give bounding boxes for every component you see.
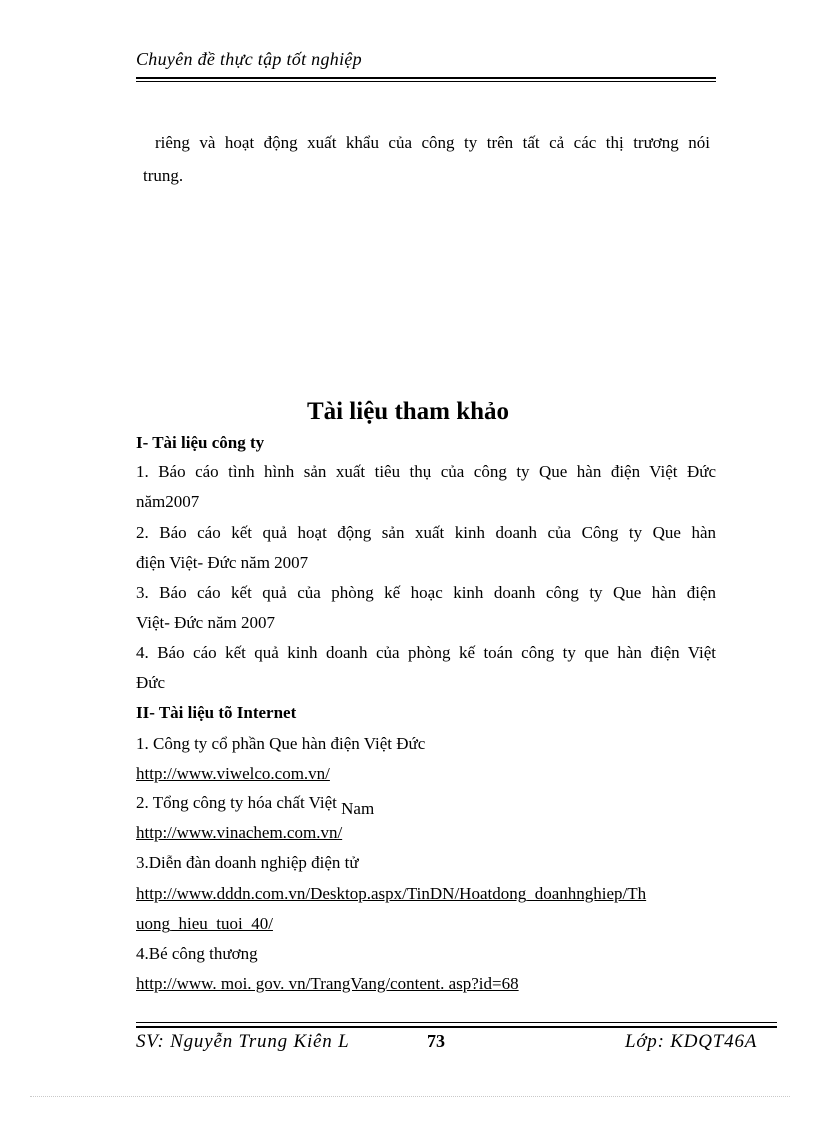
company-ref-3-line-2: Việt- Đức năm 2007 [136,613,275,632]
intro-line-2: trung. [143,166,184,185]
internet-ref-2-label-b: Nam [341,799,375,818]
page-bottom-dotted-line [30,1096,790,1097]
internet-ref-2-link[interactable]: http://www.vinachem.com.vn/ [136,823,343,842]
references-title: Tài liệu tham khảo [306,398,510,425]
internet-ref-2-label-a: 2. Tổng công ty hóa chất Việt [136,793,342,812]
company-ref-2-line-1: 2. Báo cáo kết quả hoạt động sản xuất kinh doanh của Công ty Que hàn [136,523,716,542]
company-ref-4-line-1: 4. Báo cáo kết quả kinh doanh của phòng kế toán công ty que hàn điện Việt [136,643,716,662]
footer-student: SV: Nguyễn Trung Kiên L [136,1031,350,1052]
footer-rule-thin [136,1022,777,1023]
company-ref-2-line-2: điện Việt- Đức năm 2007 [136,553,309,572]
intro-line-1: riêng và hoạt động xuất khẩu của công ty trên tất cả các thị trương nói [155,133,710,152]
footer-page-number: 73 [427,1031,445,1051]
section-heading-company: I- Tài liệu công ty [136,433,265,452]
internet-ref-3-link-line-1[interactable]: http://www.dddn.com.vn/Desktop.aspx/TinDN/Hoatdong_doanhnghiep/Th [136,884,647,903]
internet-ref-4-link[interactable]: http://www. moi. gov. vn/TrangVang/content. asp?id=68 [136,974,519,993]
header-title: Chuyên đề thực tập tốt nghiệp [136,49,362,69]
company-ref-4-line-2: Đức [136,673,166,692]
internet-ref-2-label [136,793,375,818]
footer-class: Lớp: KDQT46A [625,1031,758,1052]
internet-ref-1-link[interactable]: http://www.viwelco.com.vn/ [136,764,330,783]
internet-ref-3-link-line-2[interactable]: uong_hieu_tuoi_40/ [136,914,273,933]
company-ref-3-line-1: 3. Báo cáo kết quả của phòng kế hoạc kinh doanh công ty Que hàn điện [136,583,716,602]
company-ref-1-line-1: 1. Báo cáo tình hình sản xuất tiêu thụ của công ty Que hàn điện Việt Đức [136,462,716,481]
footer-rule-thick [136,1026,777,1028]
internet-ref-4-label: 4.Bé công thương [136,944,258,963]
header-rule-thin [136,81,716,82]
company-ref-1-line-2: năm2007 [136,492,200,511]
section-heading-internet: II- Tài liệu tõ Internet [136,703,297,722]
internet-ref-1-label: 1. Công ty cổ phần Que hàn điện Việt Đức [136,734,426,753]
internet-ref-3-label: 3.Diễn đàn doanh nghiệp điện tử [136,853,359,872]
header-rule-thick [136,77,716,79]
